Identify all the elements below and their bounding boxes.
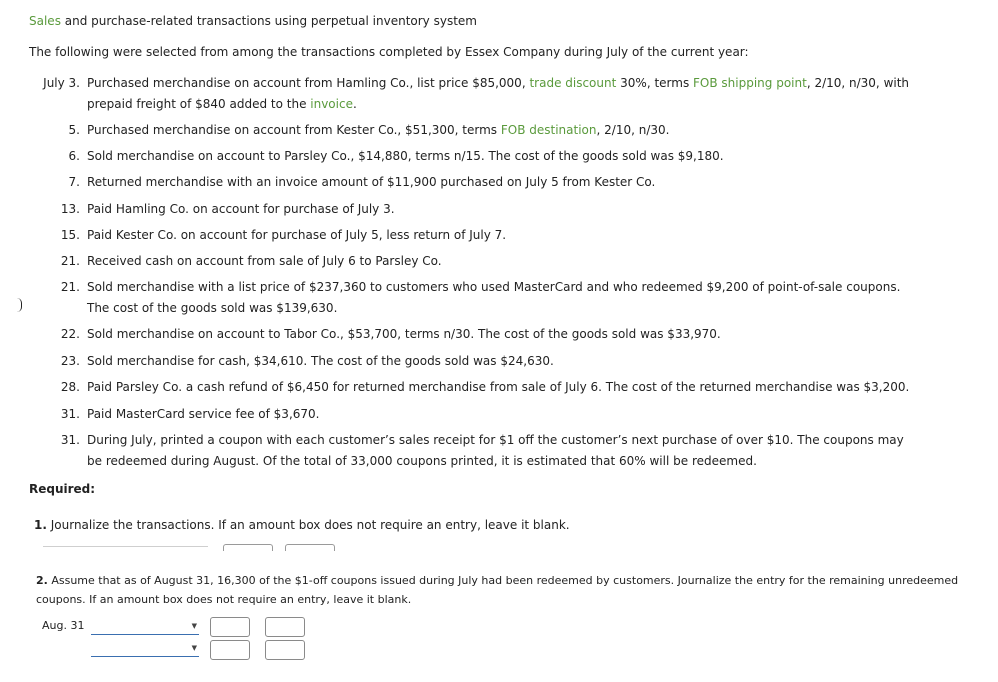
transaction-date-label: 5.: [68, 123, 80, 137]
transaction-july-31b: [29, 433, 989, 473]
invoice-link[interactable]: invoice: [310, 97, 353, 111]
transaction-text: Paid Parsley Co. a cash refund of $6,450 for returned merchandise from sale of July 6. The cost of the returned merchandise was $3,200.: [87, 380, 910, 394]
transaction-date-label: 31.: [60, 407, 80, 421]
transaction-date-label: 15.: [60, 228, 80, 242]
transaction-date-label: July 3.: [43, 76, 80, 90]
transaction-text: Sold merchandise on account to Parsley Co., $14,880, terms n/15. The cost of the goods sold was $9,180.: [87, 149, 724, 163]
transaction-july-21a: [29, 254, 989, 272]
transaction-text-part: , 2/10, n/30.: [596, 123, 670, 137]
transaction-text: Sold merchandise for cash, $34,610. The cost of the goods sold was $24,630.: [87, 354, 554, 368]
transaction-text-part: 30%, terms: [616, 76, 694, 90]
question-2-line2: coupons. If an amount box does not require an entry, leave it blank.: [36, 593, 412, 606]
transaction-text: [87, 76, 909, 90]
trade-discount-link[interactable]: trade discount: [529, 76, 617, 90]
transaction-text: During July, printed a coupon with each customer’s sales receipt for $1 off the customer’s next purchase of over $10. The coupons may: [87, 433, 904, 447]
journal-row-1-debit-input[interactable]: [210, 617, 250, 637]
fob-destination-link[interactable]: FOB destination: [500, 123, 597, 137]
transaction-july-21b: [29, 280, 989, 320]
transaction-july-3: [29, 76, 989, 116]
question-2-number: 2.: [36, 574, 48, 587]
transaction-text-part: Purchased merchandise on account from Hamling Co., list price $85,000,: [87, 76, 530, 90]
journal-row-2-account-select[interactable]: [91, 640, 199, 657]
transaction-date-label: 21.: [60, 254, 80, 268]
question-1: [34, 518, 570, 532]
problem-title: [29, 14, 477, 28]
transaction-text-line2: The cost of the goods sold was $139,630.: [87, 301, 338, 315]
q1-credit-box-stub[interactable]: [285, 544, 335, 551]
journal-row-1-account-select[interactable]: [91, 618, 199, 635]
question-2-text: Assume that as of August 31, 16,300 of the $1-off coupons issued during July had been redeemed by customers. Journalize the entry for the remaining unredeemed: [47, 574, 959, 587]
transaction-date-label: 21.: [60, 280, 80, 294]
transaction-july-28: [29, 380, 989, 398]
required-heading: Required:: [29, 482, 96, 496]
transaction-date-label: 31.: [60, 433, 80, 447]
left-edge-bracket-mark: [17, 298, 22, 312]
transaction-july-7: [29, 175, 989, 193]
transaction-text-part: Purchased merchandise on account from Kester Co., $51,300, terms: [87, 123, 501, 137]
transaction-text: Paid Hamling Co. on account for purchase of July 3.: [87, 202, 395, 216]
q1-journal-divider: [43, 546, 208, 547]
question-1-text: Journalize the transactions. If an amount box does not require an entry, leave it blank.: [46, 518, 570, 532]
q1-debit-box-stub[interactable]: [223, 544, 273, 551]
transaction-text: Paid Kester Co. on account for purchase of July 5, less return of July 7.: [87, 228, 507, 242]
journal-row-2-credit-input[interactable]: [265, 640, 305, 660]
sales-glossary-link[interactable]: Sales: [29, 14, 61, 28]
transaction-text: Paid MasterCard service fee of $3,670.: [87, 407, 320, 421]
chevron-down-icon: ▼: [191, 622, 197, 630]
transaction-date-label: 28.: [60, 380, 80, 394]
transaction-july-23: [29, 354, 989, 372]
transaction-july-15: [29, 228, 989, 246]
fob-shipping-point-link[interactable]: FOB shipping point: [693, 76, 807, 90]
transaction-text-line2: be redeemed during August. Of the total of 33,000 coupons printed, it is estimated that 60% will be redeemed.: [87, 454, 757, 468]
intro-text: The following were selected from among the transactions completed by Essex Company during July of the current year:: [29, 45, 749, 59]
question-1-number: 1.: [34, 518, 47, 532]
question-2: [36, 574, 958, 587]
transaction-text-part: .: [352, 97, 357, 111]
transaction-text: Returned merchandise with an invoice amount of $11,900 purchased on July 5 from Kester Co.: [87, 175, 656, 189]
transaction-text-part: prepaid freight of $840 added to the: [87, 97, 311, 111]
transaction-date-label: 22.: [60, 327, 80, 341]
transaction-text: [87, 123, 669, 137]
transaction-text-line2: [87, 97, 357, 111]
transaction-july-22: [29, 327, 989, 345]
transaction-july-5: [29, 123, 989, 141]
journal-row-1-credit-input[interactable]: [265, 617, 305, 637]
chevron-down-icon: ▼: [191, 644, 197, 652]
transaction-date-label: 13.: [60, 202, 80, 216]
problem-title-text: and purchase-related transactions using perpetual inventory system: [60, 14, 477, 28]
journal-row-2-debit-input[interactable]: [210, 640, 250, 660]
journal-date-label: Aug. 31: [42, 619, 85, 632]
transaction-text: Sold merchandise with a list price of $237,360 to customers who used MasterCard and who redeemed $9,200 of point-of-sale coupons.: [87, 280, 901, 294]
transaction-july-31a: [29, 407, 989, 425]
transaction-date-label: 7.: [68, 175, 80, 189]
transaction-date-label: 23.: [60, 354, 80, 368]
transaction-text: Sold merchandise on account to Tabor Co., $53,700, terms n/30. The cost of the goods sold was $33,970.: [87, 327, 721, 341]
transaction-text: Received cash on account from sale of July 6 to Parsley Co.: [87, 254, 442, 268]
transaction-july-6: [29, 149, 989, 167]
transaction-july-13: [29, 202, 989, 220]
transaction-date-label: 6.: [68, 149, 80, 163]
transaction-text-part: , 2/10, n/30, with: [806, 76, 910, 90]
